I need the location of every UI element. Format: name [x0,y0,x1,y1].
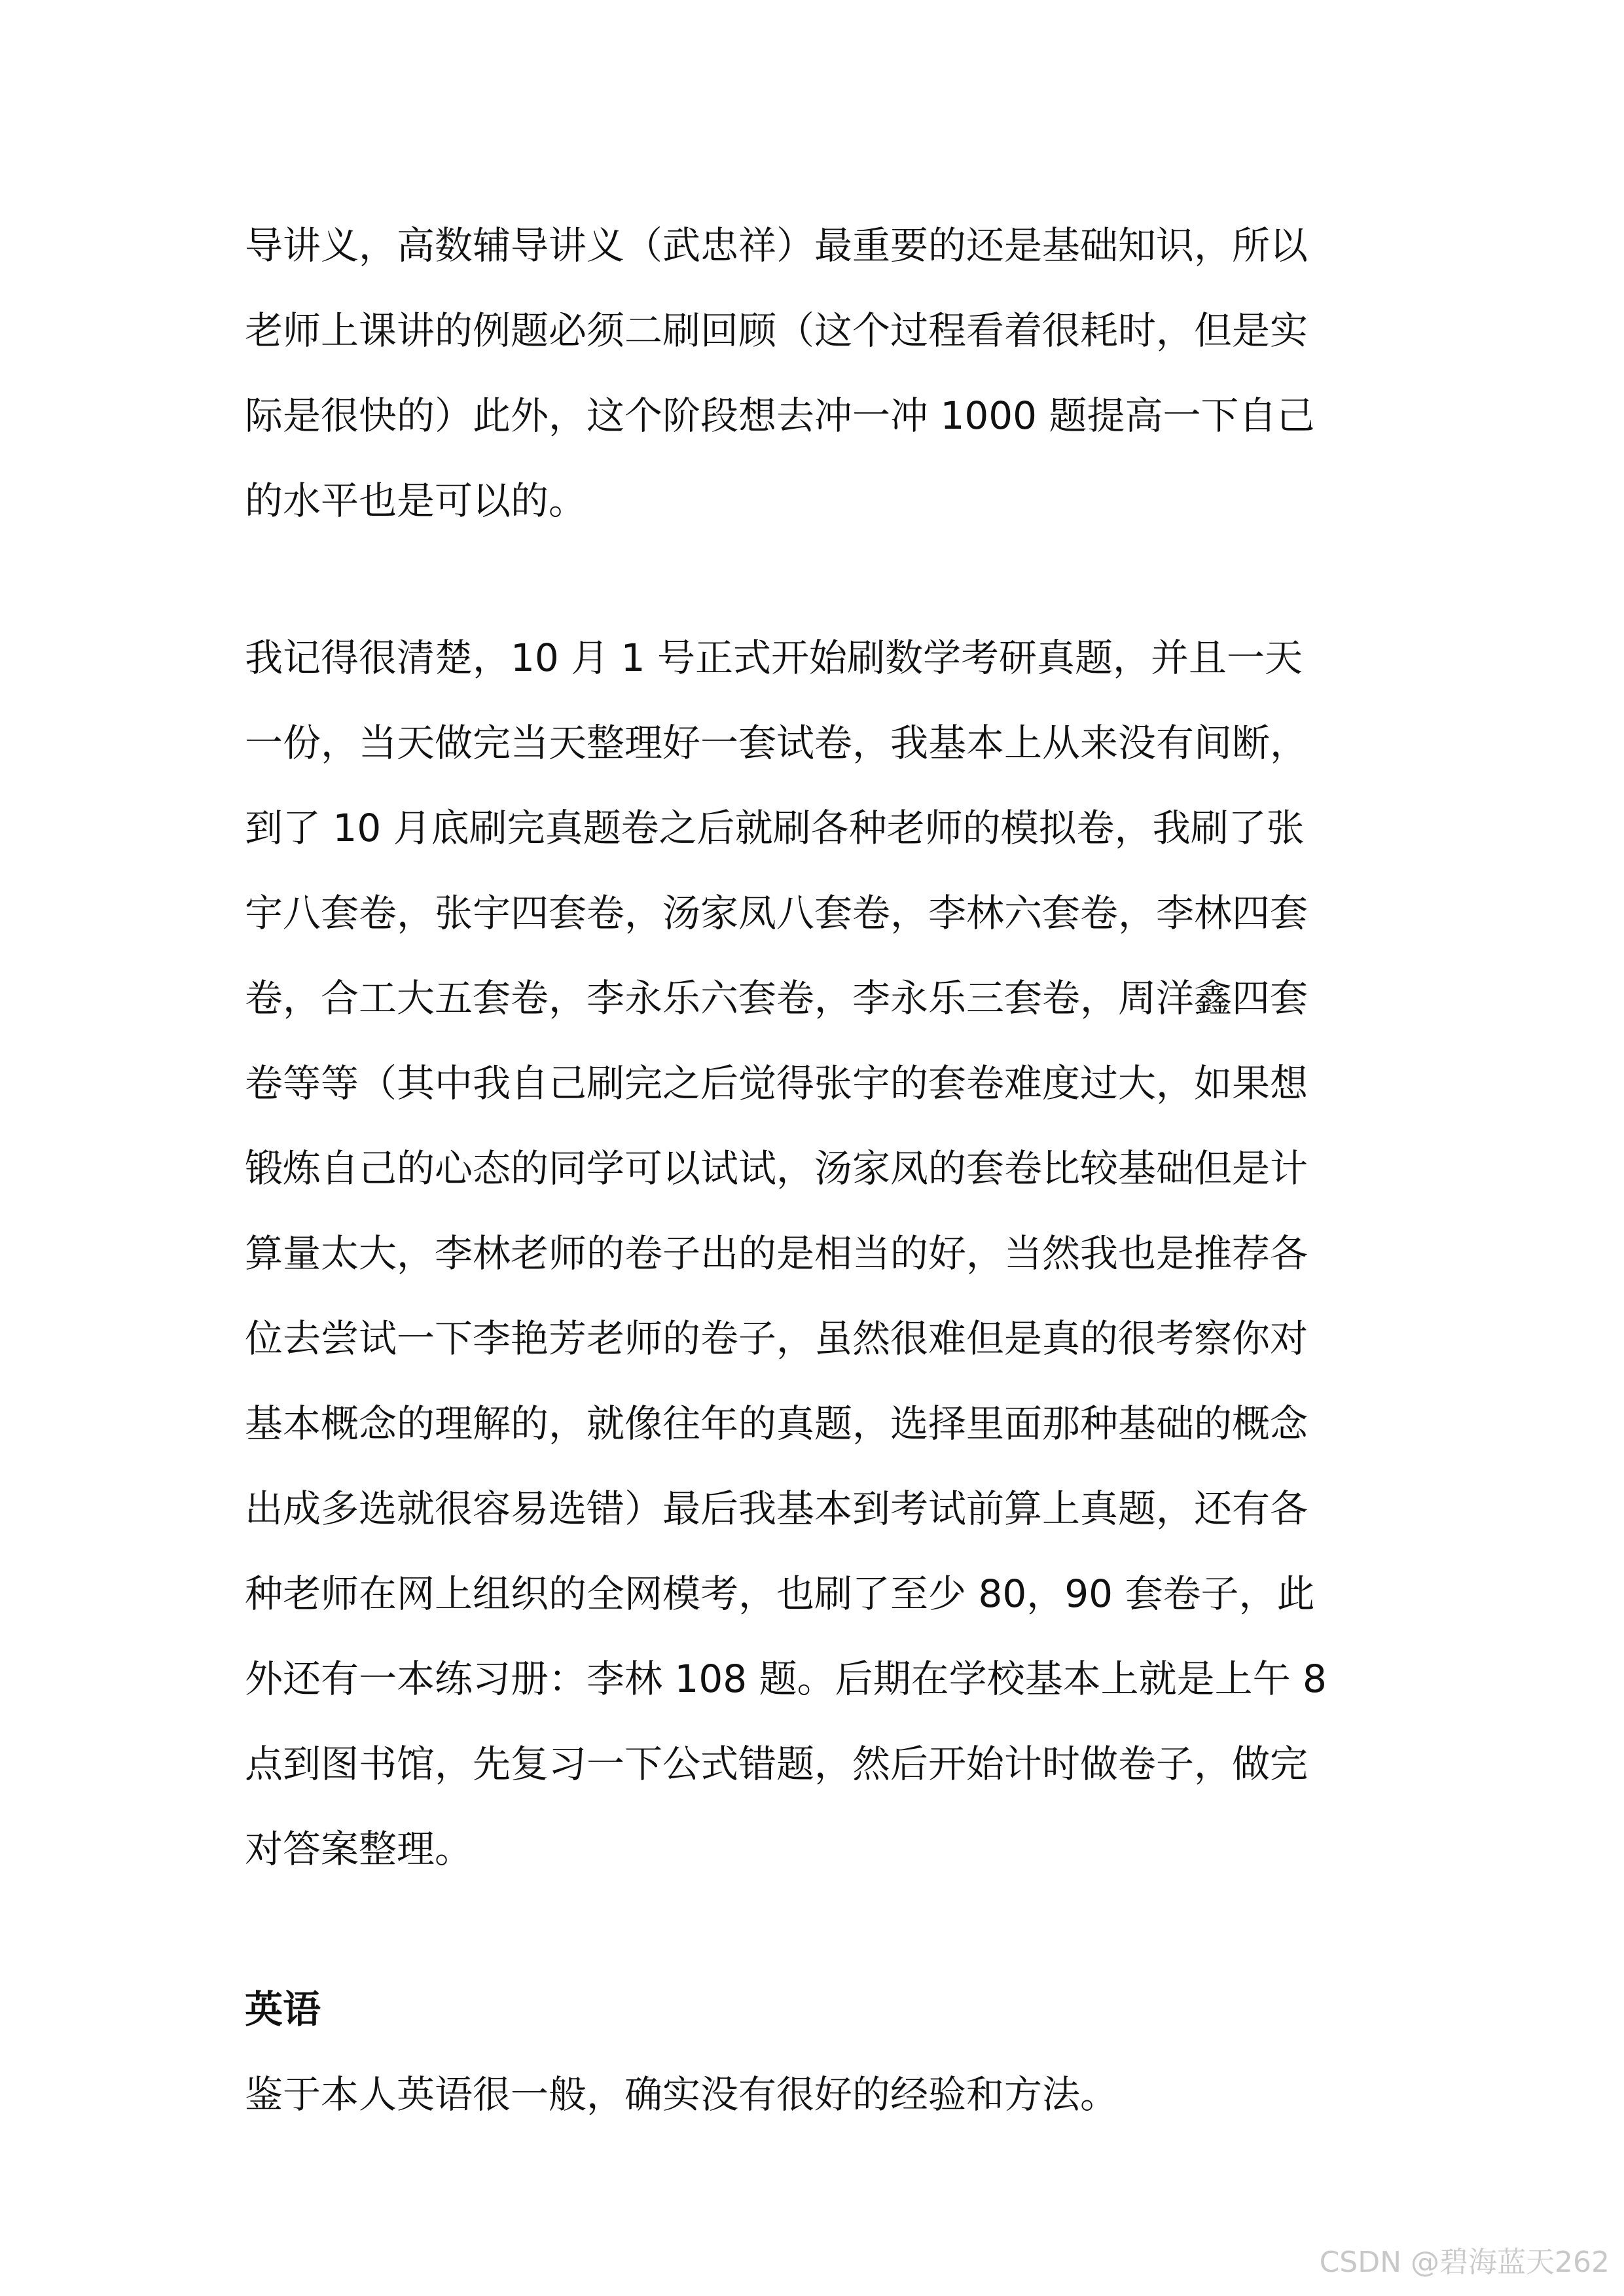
text-line: 外还有一本练习册：李林 108 题。后期在学校基本上就是上午 8 [245,1657,1327,1701]
section-heading-english: 英语 [245,1987,321,2032]
watermark: CSDN @碧海蓝天262 [1319,2246,1610,2279]
text-line: 出成多选就很容易选错）最后我基本到考试前算上真题，还有各 [245,1486,1308,1531]
text-line: 基本概念的理解的，就像往年的真题，选择里面那种基础的概念 [245,1401,1308,1446]
text-line: 锻炼自己的心态的同学可以试试，汤家凤的套卷比较基础但是计 [245,1146,1308,1191]
text-line: 到了 10 月底刷完真题卷之后就刷各种老师的模拟卷，我刷了张 [245,806,1305,850]
text-line: 鉴于本人英语很一般，确实没有很好的经验和方法。 [245,2072,1119,2117]
text-line: 卷，合工大五套卷，李永乐六套卷，李永乐三套卷，周洋鑫四套 [245,976,1308,1020]
text-line: 的水平也是可以的。 [245,478,587,523]
text-line: 卷等等（其中我自己刷完之后觉得张宇的套卷难度过大，如果想 [245,1061,1308,1105]
text-line: 一份，当天做完当天整理好一套试卷，我基本上从来没有间断， [245,721,1308,765]
text-line: 导讲义，高数辅导讲义（武忠祥）最重要的还是基础知识，所以 [245,223,1308,268]
text-line: 我记得很清楚，10 月 1 号正式开始刷数学考研真题，并且一天 [245,636,1303,680]
text-line: 算量太大，李林老师的卷子出的是相当的好，当然我也是推荐各 [245,1231,1308,1276]
text-line: 位去尝试一下李艳芳老师的卷子，虽然很难但是真的很考察你对 [245,1316,1308,1361]
text-line: 际是很快的）此外，这个阶段想去冲一冲 1000 题提高一下自己 [245,393,1315,438]
paragraph-spacer [245,543,1377,615]
paragraph-math-review [245,203,1377,543]
paragraph-spacer [245,1892,1377,1967]
paragraph-mock-exams [245,615,1377,1892]
text-line: 对答案整理。 [245,1827,473,1871]
text-line: 老师上课讲的例题必须二刷回顾（这个过程看着很耗时，但是实 [245,308,1308,353]
text-line: 点到图书馆，先复习一下公式错题，然后开始计时做卷子，做完 [245,1742,1308,1786]
paragraph-english [245,2052,1377,2137]
text-line: 种老师在网上组织的全网模考，也刷了至少 80，90 套卷子，此 [245,1571,1315,1616]
document-body [245,203,1377,2137]
text-line: 宇八套卷，张宇四套卷，汤家凤八套卷，李林六套卷，李林四套 [245,891,1308,935]
